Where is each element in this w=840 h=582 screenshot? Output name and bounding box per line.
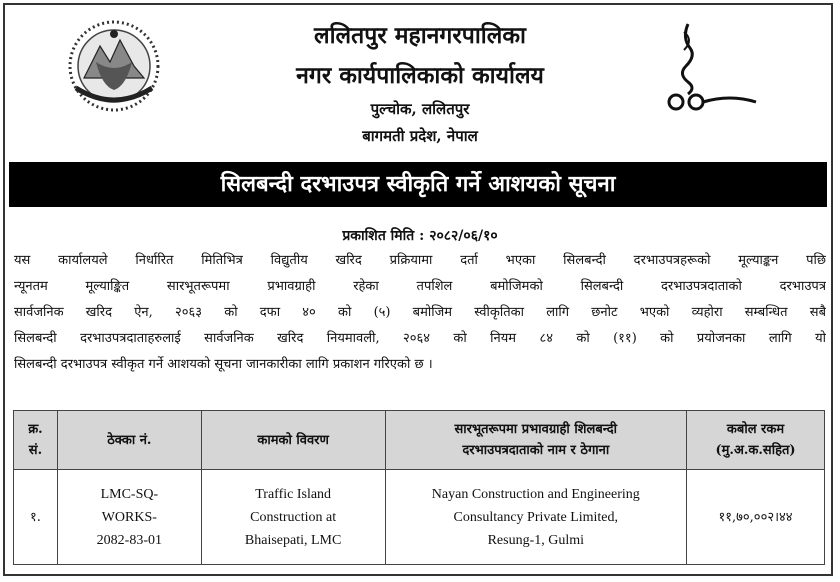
body-line: सिलबन्दी दरभाउपत्र स्वीकृत गर्ने आशयको सूचना जानकारीका लागि प्रकाशन गरिएको छ । (14, 357, 433, 372)
bid-table (13, 410, 825, 565)
body-line: न्यूनतम मूल्याङ्कित सारभूतरूपमा प्रभावग्राही रहेका तपशिल बमोजिमको सिलबन्दी दरभाउपत्रदाताको दरभाउपत्र (14, 279, 826, 294)
row-description: Traffic Island Construction at Bhaisepati, LMC (201, 470, 385, 565)
row-amount: ११,७०,००२।४४ (687, 470, 825, 565)
table-header-row (14, 411, 825, 470)
notice-body (14, 248, 826, 378)
notice-title-banner: सिलबन्दी दरभाउपत्र स्वीकृति गर्ने आशयको सूचना (9, 162, 827, 207)
row-bidder: Nayan Construction and Engineering Consultancy Private Limited, Resung-1, Gulmi (385, 470, 687, 565)
office-name: नगर कार्यपालिकाको कार्यालय (296, 62, 544, 89)
office-address: पुल्चोक, ललितपुर (370, 100, 470, 118)
col-sn-header: क्र. सं. (14, 411, 58, 470)
col-bidder-header: सारभूतरूपमा प्रभावग्राही शिलबन्दी दरभाउपत्रदाताको नाम र ठेगाना (385, 411, 687, 470)
table-row (14, 470, 825, 565)
municipality-name: ललितपुर महानगरपालिका (314, 22, 526, 49)
body-line: सार्वजनिक खरिद ऐन, २०६३ को दफा ४० को (५) बमोजिम स्वीकृतिका लागि छनोट भएको व्यहोरा सम्बन्धित सबै (14, 305, 826, 320)
body-line: सिलबन्दी दरभाउपत्रदाताहरुलाई सार्वजनिक खरिद नियमावली, २०६४ को नियम ८४ को (११) को प्रयोजनका लागि यो (14, 331, 826, 346)
row-sn: १. (14, 470, 58, 565)
body-line: यस कार्यालयले निर्धारित मितिभित्र विद्युतीय खरिद प्रक्रियामा दर्ता भएका सिलबन्दी दरभाउपत्रहरूको मूल्याङ्कन पछि (14, 253, 826, 268)
row-contract-no: LMC-SQ- WORKS- 2082-83-01 (57, 470, 201, 565)
col-amount-header: कबोल रकम (मु.अ.क.सहित) (687, 411, 825, 470)
col-description-header: कामको विवरण (201, 411, 385, 470)
signature-mark-icon (660, 20, 760, 120)
publish-date: प्रकाशित मिति : २०८२/०६/१० (342, 228, 498, 244)
col-contract-header: ठेक्का नं. (57, 411, 201, 470)
office-province: बागमती प्रदेश, नेपाल (362, 127, 478, 145)
